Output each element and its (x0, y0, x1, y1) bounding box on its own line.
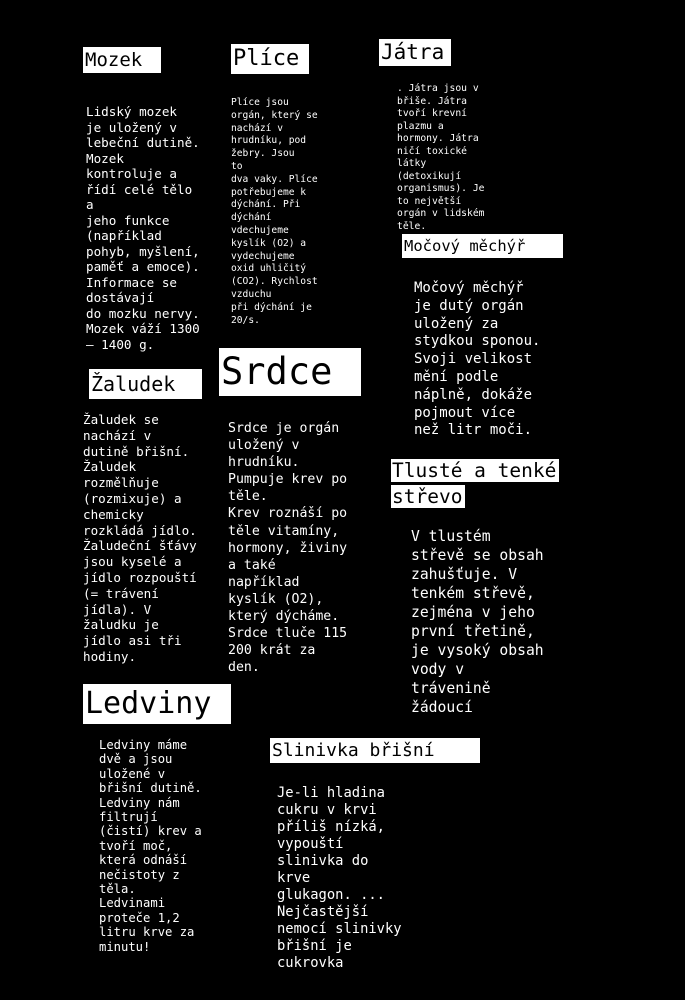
ledviny-text: Ledviny máme dvě a jsou uložené v břišní dutině. Ledviny nám filtrují (čistí) krev a tvoří moč, která odnáší nečistoty z těla. Ledvinami proteče 1,2 litru krve za minutu! (99, 738, 202, 954)
slinivka-text: Je-li hladina cukru v krvi příliš nízká, vypouští slinivka do krve glukagon. ... Nejčastější nemocí slinivky břišní je cukrovka (277, 785, 402, 971)
streva-title-line2: střevo (391, 485, 465, 508)
mozek-title: Mozek (83, 47, 161, 73)
srdce-title: Srdce (219, 348, 361, 396)
srdce-text: Srdce je orgán uložený v hrudníku. Pumpuje krev po těle. Krev roznáší po těle vitamíny, hormony, živiny a také například kyslík (O2), který dýcháme. Srdce tluče 115 200 krát za den. (228, 421, 348, 676)
streva-title-line1: Tlusté a tenké (391, 459, 559, 482)
mocovy-mechyr-text: Močový měchýř je dutý orgán uložený za stydkou sponou. Svoji velikost mění podle náplně, dokáže pojmout více než litr moči. (414, 280, 541, 439)
plice-title: Plíce (231, 44, 309, 74)
jatra-text: . Játra jsou v břiše. Játra tvoří krevní plazmu a hormony. Játra ničí toxické látky (detoxikují organismus). Je to největší orgán v lidském těle. (397, 83, 485, 232)
slinivka-title: Slinivka břišní (270, 738, 480, 763)
zaludek-text: Žaludek se nachází v dutině břišní. Žaludek rozmělňuje (rozmixuje) a chemicky rozkládá jídlo. Žaludeční šťávy jsou kyselé a jídlo rozpouští (= trávení jídla). V žaludku je jídlo asi tři hodiny. (83, 412, 197, 664)
jatra-title: Játra (379, 39, 451, 66)
streva-title (391, 458, 591, 510)
zaludek-title: Žaludek (89, 369, 202, 399)
streva-text: V tlustém střevě se obsah zahušťuje. V tenkém střevě, zejména v jeho první třetině, je vysoký obsah vody v trávenině žádoucí (411, 528, 544, 716)
mozek-text: Lidský mozek je uložený v lebeční dutině. Mozek kontroluje a řídí celé tělo a jeho funkce (například pohyb, myšlení, paměť a emoce). Informace se dostávají do mozku nervy. Mozek váží 1300 – 1400 g. (86, 104, 200, 352)
plice-text: Plíce jsou orgán, který se nachází v hrudníku, pod žebry. Jsou to dva vaky. Plíce potřebujeme k dýchání. Při dýchání vdechujeme kyslík (O2) a vydechujeme oxid uhličitý (CO2). Rychlost vzduchu při dýchání je 20/s. (231, 97, 318, 326)
mocovy-mechyr-title: Močový měchýř (402, 234, 563, 258)
ledviny-title: Ledviny (83, 684, 231, 724)
